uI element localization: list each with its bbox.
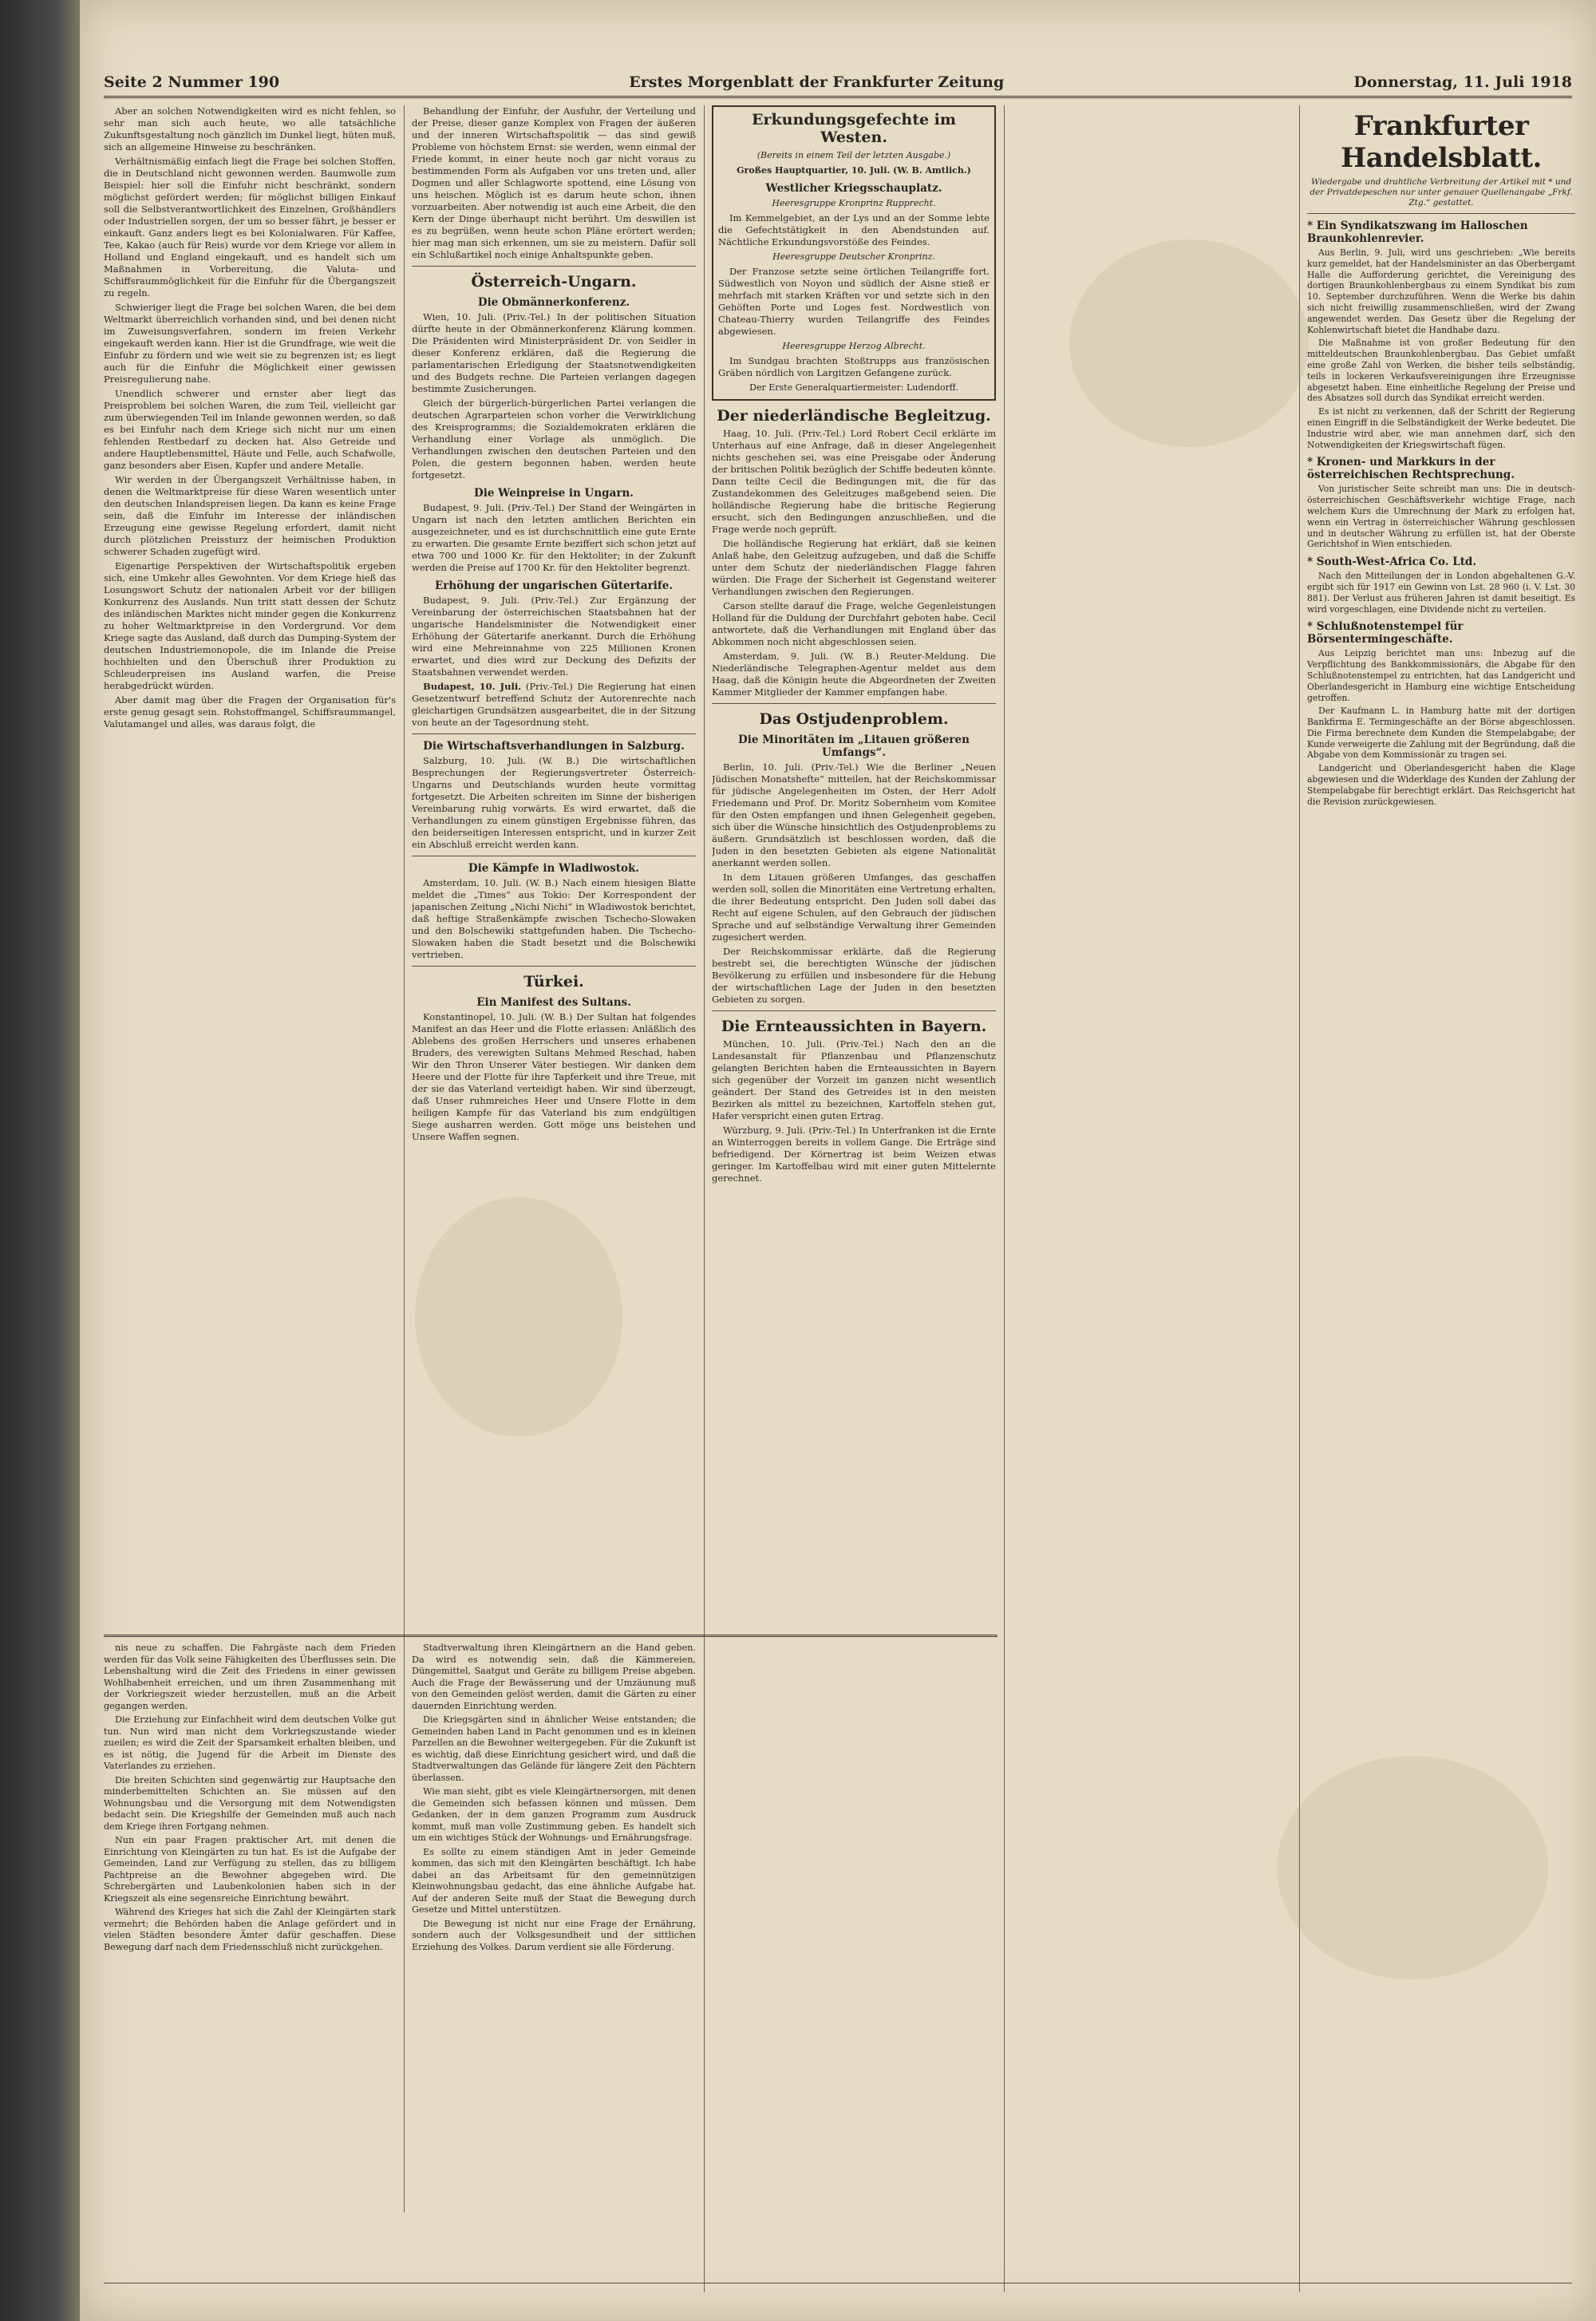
article-paragraph: Der Franzose setzte seine örtlichen Teilangriffe fort. Südwestlich von Noyon und südlich der Aisne stieß er mehrfach mit starken Kräften vor und setzte sich in den Gehöften Porte und Loges fest. Nordwestlich von Chateau-Thierry wurden Teilangriffe des Feindes abgewiesen. (718, 266, 990, 337)
article-paragraph: nis neue zu schaffen. Die Fahrgäste nach dem Frieden werden für das Volk seine Fähigkeiten des Überflusses sein. Die Lebenshaltung wird die Zeit des Friedens in einer gewissen Wohlhabenheit erreichen, und um ihren Zusammenhang mit der Vorkriegszeit wieder herzustellen, muß an die Arbeit gegangen werden. (104, 1643, 396, 1711)
article-paragraph: Nach den Mitteilungen der in London abgehaltenen G.-V. ergibt sich für 1917 ein Gewinn von Lst. 28 960 (i. V. Lst. 30 881). Der Verlust aus früheren Jahren ist damit beseitigt. Es wird vorgeschlagen, eine Dividende nicht zu verteilen. (1307, 571, 1575, 615)
subheading: Die Weinpreise in Ungarn. (474, 487, 634, 500)
article-paragraph: Es sollte zu einem ständigen Amt in jeder Gemeinde kommen, das sich mit den Kleingärten beschäftigt. Ich habe dabei an das Arbeitsamt für den gemeinnützigen Kleinwohnungsbau gedacht, das eine ähnliche Aufgabe hat. Auf der anderen Seite muß der Staat die Bewegung durch Gesetze und Mittel unterstützen. (412, 1846, 696, 1915)
column-3 (712, 105, 996, 2284)
section-heading-turkey: Türkei. (523, 973, 584, 990)
article-paragraph: Die Erziehung zur Einfachheit wird dem deutschen Volke gut tun. Nun wird man nicht dem Vorkriegszustande wieder zueilen; es wird die Zeit der Sparsamkeit erhalten bleiben, und es ist nötig, die Jugend für die Arbeit im Dienste des Vaterlandes zu erziehen. (104, 1714, 396, 1771)
header-page-number: Seite 2 Nummer 190 (104, 73, 280, 91)
article-paragraph: Salzburg, 10. Juli. (W. B.) Die wirtschaftlichen Besprechungen der Regierungsvertreter Österreich-Ungarns und Deutschlands wurden heute vormittag fortgesetzt. Die Arbeiten schreiten im Sinne der bisherigen Vereinbarung ruhig vorwärts. Es wird erwartet, daß die Verhandlungen zu einem günstigen Ergebnisse führen, das den beiderseitigen Interessen entspricht, und in kurzer Zeit ein Abschluß erreicht werden kann. (412, 755, 696, 850)
article-paragraph: Behandlung der Einfuhr, der Ausfuhr, der Verteilung und der Preise, dieser ganze Komplex von Fragen der äußeren und der inneren Wirtschaftspolitik — das sind gewiß Probleme von höchstem Ernst: sie werden, wenn einmal der Friede kommt, in einer heute noch gar nicht voraus zu bestimmenden Form als Aufgaben vor uns treten und, aller Dogmen und aller Schlagworte spottend, eine Lösung von uns heischen. Möglich ist es darum heute schon, ihnen vorzuarbeiten. Aber notwendig ist auch eine Arbeit, die den Kern der Dinge überhaupt nicht berührt. Um deswillen ist es zu begrüßen, wenn heute schon Pläne erörtert werden; hier mag man sich erkennen, um sie zu meistern. Dafür soll ein Schlußartikel noch einige Anhaltspunkte geben. (412, 105, 696, 260)
article-paragraph: Die Kriegsgärten sind in ähnlicher Weise entstanden; die Gemeinden haben Land in Pacht genommen und es in kleinen Parzellen an die Bewohner weitergegeben. Für die Zukunft ist es wichtig, daß diese Einrichtung gesichert wird, und daß die Stadtverwaltungen das Gelände für längere Zeit den Pächtern überlassen. (412, 1714, 696, 1783)
article-paragraph: Unendlich schwerer und ernster aber liegt das Preisproblem bei solchen Waren, die zum Teil, vielleicht gar zum überwiegenden Teil im Inlande gewonnen werden, so daß es bei Einfuhr nach dem Kriege sich nicht nur um einen fehlenden Restbedarf zu decken hat. Also Getreide und andere Hauptlebensmittel, Häute und Felle, auch Schafwolle, ganz besonders aber Eisen, Kupfer und andere Metalle. (104, 388, 396, 471)
article-paragraph: Stadtverwaltung ihren Kleingärtnern an die Hand geben. Da wird es notwendig sein, daß die Kämmereien, Düngemittel, Saatgut und Geräte zu billigem Preise abgeben. Auch die Frage der Bewässerung und der Umzäunung muß von den Gemeinden gelöst werden, damit die Gärten zu einer dauernden Einrichtung werden. (412, 1643, 696, 1711)
subheading: Die Obmännerkonferenz. (477, 296, 630, 309)
dateline: Budapest, 10. Juli. (423, 681, 522, 692)
article-paragraph: München, 10. Juli. (Priv.-Tel.) Nach den an die Landesanstalt für Pflanzenbau und Pflanzenschutz gelangten Berichten haben die Ernteaussichten in Bayern sich gegenüber der Vorzeit im ganzen nicht wesentlich geändert. Der Stand des Getreides ist in den meisten Bezirken als mittel zu bezeichnen, Kartoffeln stehen gut, Hafer verspricht einen guten Ertrag. (712, 1038, 996, 1121)
article-paragraph: Wien, 10. Juli. (Priv.-Tel.) In der politischen Situation dürfte heute in der Obmännerkonferenz Klärung kommen. Die Präsidenten wird Ministerpräsident Dr. von Seidler in dieser Konferenz erklären, daß die Regierung die parlamentarischen Erledigung der Staatsnotwendigkeiten und des Budgets rechne. Die Parteien verlangen dagegen bestimmte Zusicherungen. (412, 311, 696, 394)
header-paper-name: Erstes Morgenblatt der Frankfurter Zeitung (629, 73, 1005, 91)
article-paragraph: Im Sundgau brachten Stoßtrupps aus französischen Gräben nördlich von Largitzen Gefangene zurück. (718, 355, 990, 378)
army-group: Heeresgruppe Deutscher Kronprinz. (772, 251, 935, 262)
article-paragraph: Haag, 10. Juli. (Priv.-Tel.) Lord Robert Cecil erklärte im Unterhaus auf eine Anfrage, daß in dieser Angelegenheit nichts geschehen sei, was eine Preisgabe oder Änderung der britischen Politik bezüglich der Schiffe bedeuten könnte. Dann teilte Cecil die Bedingungen mit, die für das Zustandekommen des Geleitzuges maßgebend seien. Die holländische Regierung habe die britische Regierung ersucht, sich den Bedingungen anzuschließen, und die Frage werde noch geprüft. (712, 428, 996, 535)
army-group: Heeresgruppe Kronprinz Rupprecht. (772, 198, 936, 208)
binding-edge (0, 0, 80, 2321)
handelsblatt-title: Frankfurter Handelsblatt. (1341, 110, 1542, 174)
section-heading-west: Erkundungsgefechte im Westen. (752, 111, 956, 146)
subheading: Erhöhung der ungarischen Gütertarife. (434, 579, 674, 592)
section-heading-convoy: Der niederländische Begleitzug. (717, 407, 991, 425)
article-paragraph: Landgericht und Oberlandesgericht haben die Klage abgewiesen und die Widerklage des Kunden der Zahlung der Stempelabgabe für berechtigt erklärt. Das Reichsgericht hat die Revision zurückgewiesen. (1307, 763, 1575, 807)
article-paragraph: Eigenartige Perspektiven der Wirtschaftspolitik ergeben sich, eine Umkehr alles Gewohnten. Vor dem Kriege hieß das Losungswort Schutz der nationalen Arbeit vor der billigen Konkurrenz des Auslands. Nun tritt statt dessen der Schutz des inländischen Marktes nicht minder gegen die Konkurrenz zu hoher Weltmarktpreise in den Vordergrund. Vor dem Kriege sagte das Ausland, daß durch das Dumping-System der deutschen Industriemonopole, die im Inlande die Preise hochhielten und den Überschuß ihrer Produktion zu Schleuderpreisen ins Ausland warfen, die Preise herabgedrückt würden. (104, 560, 396, 691)
subheading: * South-West-Africa Co. Ltd. (1307, 556, 1477, 569)
section-heading-austria: Österreich-Ungarn. (471, 273, 637, 291)
section-heading-harvest: Die Ernteaussichten in Bayern. (721, 1018, 987, 1035)
article-paragraph: Verhältnismäßig einfach liegt die Frage bei solchen Stoffen, die in Deutschland nicht gewonnen werden. Baumwolle zum Beispiel: hier soll die Einfuhr nicht beschränkt, sondern möglichst gefördert werden; für möglichst billigen Einkauf soll die Selbstverantwortlichkeit des Einzelnen, Großhändlers oder Industriellen sorgen, der um so besser fährt, je besser er einkauft. Ganz anders liegt es bei Kolonialwaren. Für Kaffee, Tee, Kakao (auch für Reis) wurde vor dem Kriege vor allem in Holland und England eingekauft, und es handelt sich um Maßnahmen in Vorbereitung, die Valuta- und Schiffsraummöglichkeit für die Einfuhr für die Übergangszeit zu regeln. (104, 156, 396, 299)
subheading: Ein Manifest des Sultans. (476, 996, 631, 1009)
article-paragraph: Aus Berlin, 9. Juli, wird uns geschrieben: „Wie bereits kurz gemeldet, hat der Handelsminister an das Oberbergamt Halle die Aufforderung gerichtet, die Vereinigung des dortigen Braunkohlenbergbaus zu einem Syndikat bis zum 10. September durchzuführen. Wenn die Werke bis dahin sich nicht freiwillig zusammenschließen, wird der Zwang angewendet werden. Das Gesetz über die Regelung der Kohlenwirtschaft bietet die Handhabe dazu. (1307, 247, 1575, 335)
article-paragraph: Berlin, 10. Juli. (Priv.-Tel.) Wie die Berliner „Neuen Jüdischen Monatshefte“ mitteilen, hat der Reichskommissar für jüdische Angelegenheiten im Osten, der Herr Adolf Friedemann und Prof. Dr. Moritz Sobernheim vom Komitee für den Osten empfangen und ihnen Gelegenheit gegeben, sich über die Wünsche hinsichtlich des Ostjudenproblems zu äußern. Grundsätzlich ist beschlossen worden, daß die Juden in den besetzten Gebieten als eigene Nationalität anerkannt werden sollen. (712, 761, 996, 868)
header-date: Donnerstag, 11. Juli 1918 (1353, 73, 1572, 91)
article-paragraph (412, 681, 696, 729)
war-report-box (712, 105, 996, 401)
article-paragraph: Amsterdam, 9. Juli. (W. B.) Reuter-Meldung. Die Niederländische Telegraphen-Agentur meldet aus dem Haag, daß die Königin heute die Abgeordneten der Zweiten Kammer Mitglieder der Kammer empfangen habe. (712, 650, 996, 698)
article-paragraph: Der Kaufmann L. in Hamburg hatte mit der dortigen Bankfirma E. Termingeschäfte an der Börse abgeschlossen. Die Firma berechnete dem Kunden die Stempelabgabe; der Kunde verweigerte die Zahlung mit der Begründung, daß die Abgabe von dem Kommissionär zu tragen sei. (1307, 706, 1575, 761)
subheading: * Ein Syndikatszwang im Halloschen Braunkohlenrevier. (1307, 219, 1528, 245)
article-paragraph: Budapest, 9. Juli. (Priv.-Tel.) Zur Ergänzung der Vereinbarung der österreichischen Staatsbahnen hat der ungarische Handelsminister die Notwendigkeit einer Erhöhung der Gütertarife anerkannt. Durch die Erhöhung wird eine Mehreinnahme von 225 Millionen Kronen erwartet, und dies wird zur Deckung des Defizits der Staatsbahnen verwendet werden. (412, 595, 696, 678)
article-paragraph: Die holländische Regierung hat erklärt, daß sie keinen Anlaß habe, den Geleitzug aufzugeben, und daß die Schiffe unter dem Schutz der niederländischen Flagge fahren würden. Die Frage der Sicherheit ist Gegenstand weiterer Verhandlungen zwischen den Regierungen. (712, 538, 996, 597)
handelsblatt-subtitle: Wiedergabe und drahtliche Verbreitung der Artikel mit * und der Privatdepeschen nur unter genauer Quellenangabe „Frkf. Ztg.“ gestattet. (1310, 177, 1573, 208)
page-header (104, 61, 1572, 98)
article-paragraph: Im Kemmelgebiet, an der Lys und an der Somme lebte die Gefechtstätigkeit in den Abendstunden auf. Nächtliche Erkundungsvorstöße des Feindes. (718, 212, 990, 247)
article-paragraph: Die breiten Schichten sind gegenwärtig zur Hauptsache den minderbemittelten Schichten an. Sie müssen auf den Wohnungsbau und die Versorgung mit dem Notwendigsten bedacht sein. Die Kriegshilfe der Gemeinden muß auch nach dem Kriege ihren Fortgang nehmen. (104, 1774, 396, 1832)
subheading: * Schlußnotenstempel für Börsentermingeschäfte. (1307, 620, 1464, 646)
article-paragraph: Nun ein paar Fragen praktischer Art, mit denen die Einrichtung von Kleingärten zu tun hat. Es ist die Aufgabe der Gemeinden, Land zur Verfügung zu stellen, das zu billigem Pachtpreise an die Bewohner abgegeben wird. Die Schrebergärten und Laubenkolonien haben sich in der Kriegszeit als eine segensreiche Einrichtung bewährt. (104, 1835, 396, 1904)
column-2 (412, 105, 696, 1626)
army-group: Heeresgruppe Herzog Albrecht. (782, 341, 926, 351)
feuilleton-column-1 (104, 1643, 396, 2281)
article-paragraph: Würzburg, 9. Juli. (Priv.-Tel.) In Unterfranken ist die Ernte an Winterroggen bereits in vollem Gange. Die Erträge sind befriedigend. Der Körnertrag ist beim Weizen etwas geringer. Im Kartoffelbau wird mit einer guten Mittelernte gerechnet. (712, 1125, 996, 1184)
subheading: Die Minoritäten im „Litauen größeren Umfangs“. (738, 733, 970, 759)
article-paragraph: Die Maßnahme ist von großer Bedeutung für den mitteldeutschen Braunkohlenbergbau. Das Gebiet umfaßt eine große Zahl von Werken, die bisher teils selbständig, teils in lockeren Verkaufsvereinigungen ihre Erzeugnisse abgesetzt haben. Eine einheitliche Regelung der Preise und des Absatzes soll durch das Syndikat erreicht werden. (1307, 338, 1575, 404)
article-paragraph: Wie man sieht, gibt es viele Kleingärtnersorgen, mit denen die Gemeinden sich befassen können und müssen. Dem Gedanken, der in dem ganzen Programm zum Ausdruck kommt, muß man volle Zustimmung geben. Es handelt sich um ein wichtiges Stück der Wohnungs- und Ernährungsfrage. (412, 1786, 696, 1843)
column-4-handelsblatt (1307, 105, 1575, 2284)
article-paragraph: Amsterdam, 10. Juli. (W. B.) Nach einem hiesigen Blatte meldet die „Times“ aus Tokio: Der Korrespondent der japanischen Zeitung „Nichi Nichi“ in Wladiwostok berichtet, daß heftige Straßenkämpfe zwischen Tschecho-Slowaken und den Bolschewiki stattgefunden haben. Die Tschecho-Slowaken haben die Stadt besetzt und die Bolschewiki vertrieben. (412, 877, 696, 960)
article-paragraph: Aus Leipzig berichtet man uns: Inbezug auf die Verpflichtung des Bankkommissionärs, die Abgabe für den Schlußnotenstempel zu entrichten, hat das Landgericht und Oberlandesgericht in Hamburg eine wichtige Entscheidung getroffen. (1307, 648, 1575, 703)
article-paragraph: Konstantinopel, 10. Juli. (W. B.) Der Sultan hat folgendes Manifest an das Heer und die Flotte erlassen: Anläßlich des Ablebens des großen Herrschers und unseres erhabenen Bruders, des verewigten Sultans Mehmed Reschad, haben Wir den Thron Unserer Väter bestiegen. Wir danken dem Heere und der Flotte für ihre Tapferkeit und ihre Treue, mit der sie das Vaterland verteidigt haben. Wir sind überzeugt, daß Unser ruhmreiches Heer und Unsere Flotte in dem heiligen Kampfe für das Vaterland bis zum endgültigen Siege ausharren werden. Gott möge uns beistehen und Unsere Waffen segnen. (412, 1011, 696, 1142)
article-paragraph: Der Reichskommissar erklärte, daß die Regierung bestrebt sei, die berechtigten Wünsche der jüdischen Bevölkerung zu erfüllen und insbesondere für die Hebung der wirtschaftlichen Lage der Juden in den besetzten Gebieten zu sorgen. (712, 946, 996, 1005)
signature: Der Erste Generalquartiermeister: Ludendorff. (749, 382, 958, 393)
subheading: * Kronen- und Markkurs in der österreichischen Rechtsprechung. (1307, 456, 1515, 482)
article-paragraph: Schwieriger liegt die Frage bei solchen Waren, die bei dem Weltmarkt überreichlich vorhanden sind, und bei denen nicht im Zuweisungsverfahren, sondern im freien Verkehr eingekauft werden kann. Hier ist die Grundfrage, wie weit die Einfuhr zu fördern und wie weit sie zu begrenzen ist; es liegt auch für die Einfuhr die Möglichkeit einer gewissen Preisregulierung nahe. (104, 302, 396, 385)
article-paragraph: Aber damit mag über die Fragen der Organisation für's erste genug gesagt sein. Rohstoffmangel, Schiffsraummangel, Valutamangel und alles, was daraus folgt, die (104, 694, 396, 730)
article-paragraph: Es ist nicht zu verkennen, daß der Schritt der Regierung einen Eingriff in die Selbständigkeit der Werke bedeutet. Die Industrie wird aber, wie man annehmen darf, sich den Notwendigkeiten der Kriegswirtschaft fügen. (1307, 406, 1575, 450)
subheading: Die Wirtschaftsverhandlungen in Salzburg. (423, 740, 685, 753)
feuilleton-column-2 (412, 1643, 696, 2281)
note: (Bereits in einem Teil der letzten Ausgabe.) (757, 150, 951, 160)
subheading: Die Kämpfe in Wladiwostok. (468, 862, 640, 875)
section-heading-ostjuden: Das Ostjudenproblem. (759, 710, 949, 728)
article-paragraph: Gleich der bürgerlich-bürgerlichen Partei verlangen die deutschen Agrarparteien schon vorher die Verwirklichung des Kreisprogramms; die Sozialdemokraten erklären die Verhandlung einer Vorlage als unmöglich. Die Verhandlungen zwischen den deutschen Parteien und den Polen, die gestern begonnen haben, werden heute fortgesetzt. (412, 397, 696, 480)
article-paragraph: Carson stellte darauf die Frage, welche Gegenleistungen Holland für die Duldung der Durchfahrt geboten habe. Cecil antwortete, daß die Verhandlungen mit England über das Abkommen noch nicht abgeschlossen seien. (712, 600, 996, 647)
article-paragraph: Während des Krieges hat sich die Zahl der Kleingärten stark vermehrt; die Behörden haben die Anlage gefördert und in vielen Städten besondere Ämter dafür geschaffen. Diese Bewegung darf nach dem Friedensschluß nicht zurückgehen. (104, 1907, 396, 1952)
article-paragraph: Von juristischer Seite schreibt man uns: Die in deutsch-österreichischen Geschäftsverkehr wichtige Frage, nach welchem Kurs die Umrechnung der Mark zu erfolgen hat, wenn ein Vertrag in österreichischer Währung geschlossen und in deutscher Währung zu erfüllen ist, hat der Oberste Gerichtshof in Wien entschieden. (1307, 484, 1575, 550)
article-paragraph: Aber an solchen Notwendigkeiten wird es nicht fehlen, so sehr man sich auch heute, wo alle tatsächliche Zukunftsgestaltung noch gänzlich im Dunkel liegt, hüten muß, sich an allgemeine Hinweise zu beschränken. (104, 105, 396, 152)
article-paragraph: Die Bewegung ist nicht nur eine Frage der Ernährung, sondern auch der Volksgesundheit und der sittlichen Erziehung des Volkes. Darum verdient sie alle Förderung. (412, 1918, 696, 1952)
article-paragraph: Wir werden in der Übergangszeit Verhältnisse haben, in denen die Weltmarktpreise für diese Waren wesentlich unter den deutschen Inlandspreisen liegen. Da kann es keine Frage sein, daß die Einfuhr im Interesse der inländischen Erzeugung eine gewisse Regelung erfordert, damit nicht durch plötzlichen Preissturz der heimischen Produktion schwerer Schaden zugefügt wird. (104, 474, 396, 557)
subheading: Westlicher Kriegsschauplatz. (765, 182, 942, 195)
article-paragraph: In dem Litauen größeren Umfanges, das geschaffen werden soll, sollen die Minoritäten eine Vertretung erhalten, die ihrer Bedeutung entspricht. Den Juden soll dabei das Recht auf eigene Schulen, auf den Gebrauch der jüdischen Sprache und auf selbständige Verwaltung ihrer Gemeinden zugesichert werden. (712, 872, 996, 943)
article-text: (Priv.-Tel.) Die Regierung hat einen Gesetzentwurf betreffend Schutz der Autorenrechte nach gleichartigen Grundsätzen ausgearbeitet, die in der Sitzung von heute an der Tagesordnung steht. (412, 681, 696, 728)
dateline: Großes Hauptquartier, 10. Juli. (W. B. Amtlich.) (737, 165, 971, 176)
article-paragraph: Budapest, 9. Juli. (Priv.-Tel.) Der Stand der Weingärten in Ungarn ist nach den letzten amtlichen Berichten ein ausgezeichneter, und es ist durchschnittlich eine gute Ernte zu erwarten. Die gesamte Ernte beziffert sich schon jetzt auf etwa 700 und 1000 Kr. für den Hektoliter; in der Zukunft werden die Preise auf 1700 Kr. für den Hektoliter begrenzt. (412, 502, 696, 573)
feuilleton-divider (104, 1635, 998, 1637)
column-1 (104, 105, 396, 1626)
newspaper-page (80, 0, 1596, 2321)
